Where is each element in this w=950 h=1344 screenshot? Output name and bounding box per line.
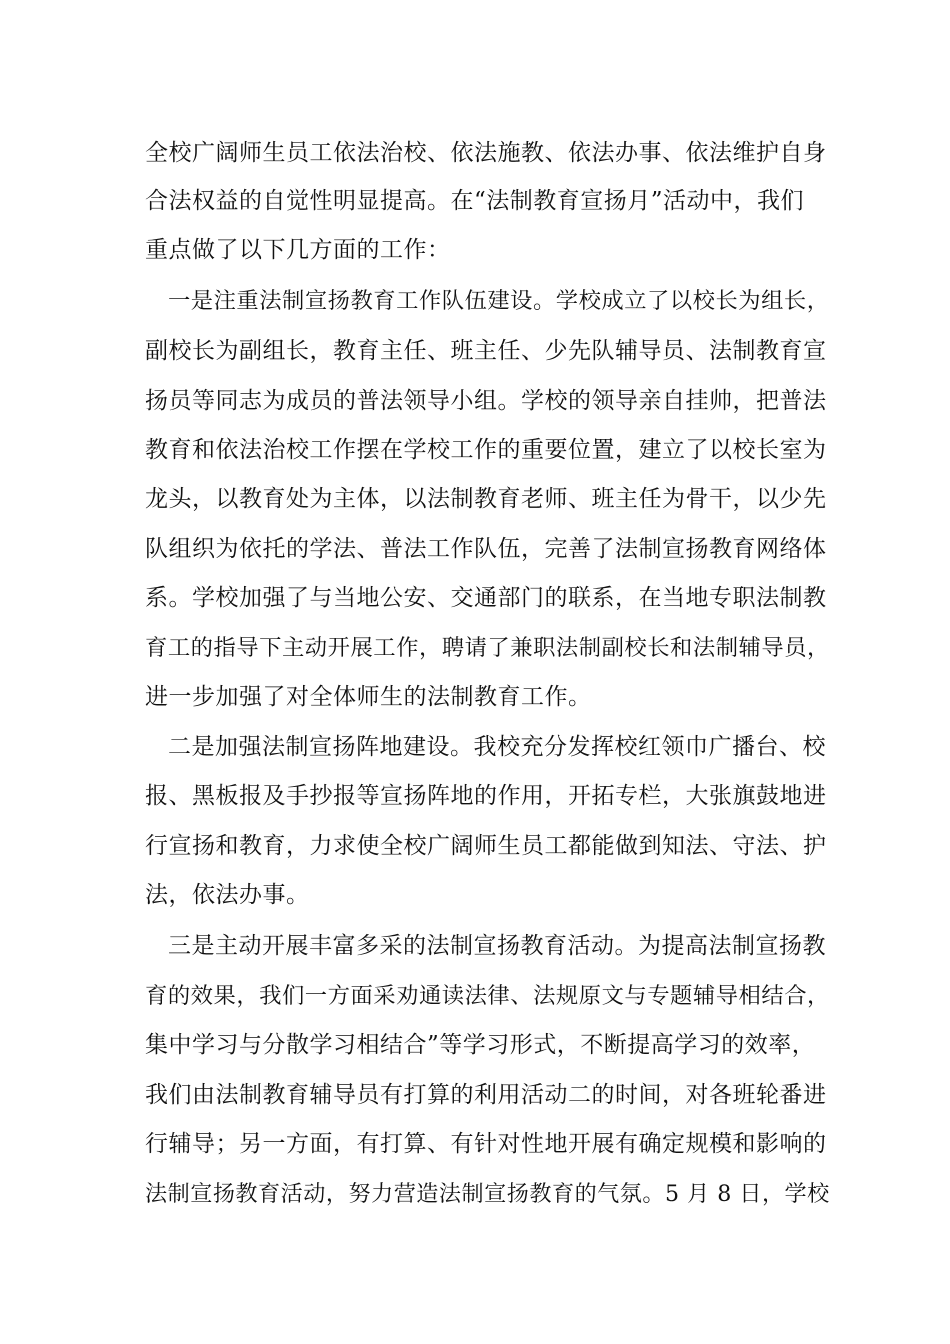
text-line: 队组织为依托的学法、普法工作队伍，完善了法制宣扬教育网络体 — [145, 536, 827, 562]
text-line: 进一步加强了对全体师生的法制教育工作。 — [145, 684, 592, 710]
text-line: 全校广阔师生员工依法治校、依法施教、依法办事、依法维护自身 — [145, 140, 827, 166]
text-line: 我们由法制教育辅导员有打算的利用活动二的时间，对各班轮番进 — [145, 1082, 827, 1108]
text-line: 教育和依法治校工作摆在学校工作的重要位置，建立了以校长室为 — [145, 437, 827, 463]
text-line: 行宣扬和教育，力求使全校广阔师生员工都能做到知法、守法、护 — [145, 833, 827, 859]
text-line: 育的效果，我们一方面采劝通读法律、法规原文与专题辅导相结合， — [145, 983, 830, 1009]
paragraph-start-line: 三是主动开展丰富多采的法制宣扬教育活动。为提高法制宣扬教 — [168, 933, 826, 959]
text-line: 法，依法办事。 — [145, 882, 310, 908]
text-line: 重点做了以下几方面的工作： — [145, 237, 451, 263]
paragraph-start-line: 一是注重法制宣扬教育工作队伍建设。学校成立了以校长为组长， — [168, 288, 830, 314]
text-line: 副校长为副组长，教育主任、班主任、少先队辅导员、法制教育宣 — [145, 338, 827, 364]
text-line: 育工的指导下主动开展工作，聘请了兼职法制副校长和法制辅导员， — [145, 635, 830, 661]
text-line: 龙头，以教育处为主体，以法制教育老师、班主任为骨干，以少先 — [145, 486, 827, 512]
text-line: 集中学习与分散学习相结合”等学习形式，不断提高学习的效率， — [145, 1032, 816, 1058]
text-line: 扬员等同志为成员的普法领导小组。学校的领导亲自挂帅，把普法 — [145, 388, 827, 414]
text-line: 合法权益的自觉性明显提高。在“法制教育宣扬月”活动中，我们 — [145, 188, 805, 214]
text-line: 法制宣扬教育活动，努力营造法制宣扬教育的气氛。5 月 8 日，学校 — [145, 1181, 830, 1207]
text-line: 行辅导；另一方面，有打算、有针对性地开展有确定规模和影响的 — [145, 1131, 827, 1157]
paragraph-start-line: 二是加强法制宣扬阵地建设。我校充分发挥校红领巾广播台、校 — [168, 734, 826, 760]
text-line: 系。学校加强了与当地公安、交通部门的联系，在当地专职法制教 — [145, 585, 827, 611]
text-line: 报、黑板报及手抄报等宣扬阵地的作用，开拓专栏，大张旗鼓地进 — [145, 783, 827, 809]
